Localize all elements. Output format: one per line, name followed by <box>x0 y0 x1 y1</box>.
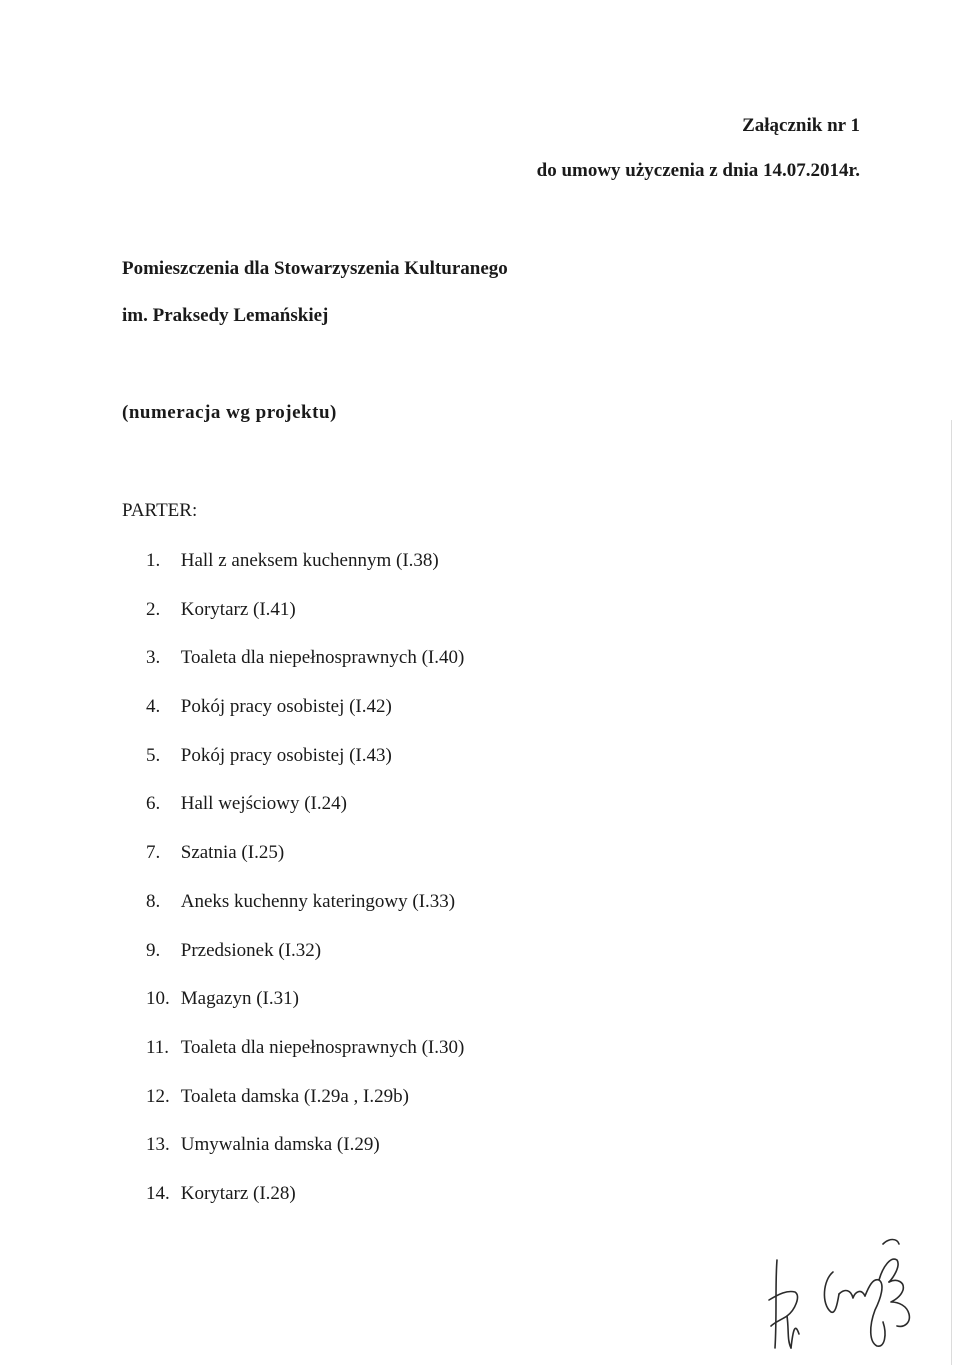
room-name: Szatnia (I.25) <box>180 842 285 864</box>
room-number: 14. <box>146 1182 170 1204</box>
room-number: 13. <box>146 1134 170 1156</box>
list-item <box>146 1084 464 1133</box>
room-number: 9. <box>146 939 161 961</box>
room-name: Hall wejściowy (I.24) <box>180 793 347 815</box>
list-item <box>146 694 464 743</box>
list-item <box>146 548 464 597</box>
room-name: Toaleta dla niepełnosprawnych (I.40) <box>180 647 465 669</box>
handwritten-signature-icon <box>765 1230 925 1350</box>
floor-label: PARTER: <box>122 500 198 521</box>
list-item <box>146 1035 464 1084</box>
room-name: Magazyn (I.31) <box>180 988 299 1010</box>
room-list <box>146 548 464 1230</box>
document-heading-line1: Pomieszczenia dla Stowarzyszenia Kulturanego <box>122 258 508 279</box>
list-item <box>146 1132 464 1181</box>
list-item <box>146 597 464 646</box>
room-name: Pokój pracy osobistej (I.42) <box>180 696 392 718</box>
document-heading-line2: im. Praksedy Lemańskiej <box>122 305 329 326</box>
numbering-note: (numeracja wg projektu) <box>122 402 337 423</box>
room-name: Korytarz (I.28) <box>180 1182 296 1204</box>
room-number: 7. <box>146 842 161 864</box>
room-name: Toaleta damska (I.29a , I.29b) <box>180 1085 409 1107</box>
room-number: 1. <box>146 550 161 571</box>
room-number: 12. <box>146 1085 170 1107</box>
room-number: 6. <box>146 793 161 815</box>
room-number: 8. <box>146 890 161 912</box>
list-item <box>146 889 464 938</box>
room-name: Aneks kuchenny kateringowy (I.33) <box>180 890 456 912</box>
list-item <box>146 743 464 792</box>
room-name: Hall z aneksem kuchennym (I.38) <box>180 550 439 571</box>
room-number: 4. <box>146 696 161 718</box>
list-item <box>146 840 464 889</box>
annex-title: Załącznik nr 1 <box>742 115 860 136</box>
room-number: 5. <box>146 744 161 766</box>
scan-edge-line <box>951 420 952 1365</box>
list-item <box>146 938 464 987</box>
list-item <box>146 791 464 840</box>
room-name: Pokój pracy osobistej (I.43) <box>180 744 392 766</box>
list-item <box>146 986 464 1035</box>
room-number: 2. <box>146 598 161 620</box>
room-name: Umywalnia damska (I.29) <box>180 1134 380 1156</box>
room-name: Toaleta dla niepełnosprawnych (I.30) <box>180 1036 465 1058</box>
room-number: 10. <box>146 988 170 1010</box>
room-name: Korytarz (I.41) <box>180 598 296 620</box>
room-number: 3. <box>146 647 161 669</box>
list-item <box>146 1181 464 1230</box>
room-number: 11. <box>146 1036 170 1058</box>
list-item <box>146 645 464 694</box>
annex-subtitle: do umowy użyczenia z dnia 14.07.2014r. <box>536 160 860 181</box>
room-name: Przedsionek (I.32) <box>180 939 322 961</box>
